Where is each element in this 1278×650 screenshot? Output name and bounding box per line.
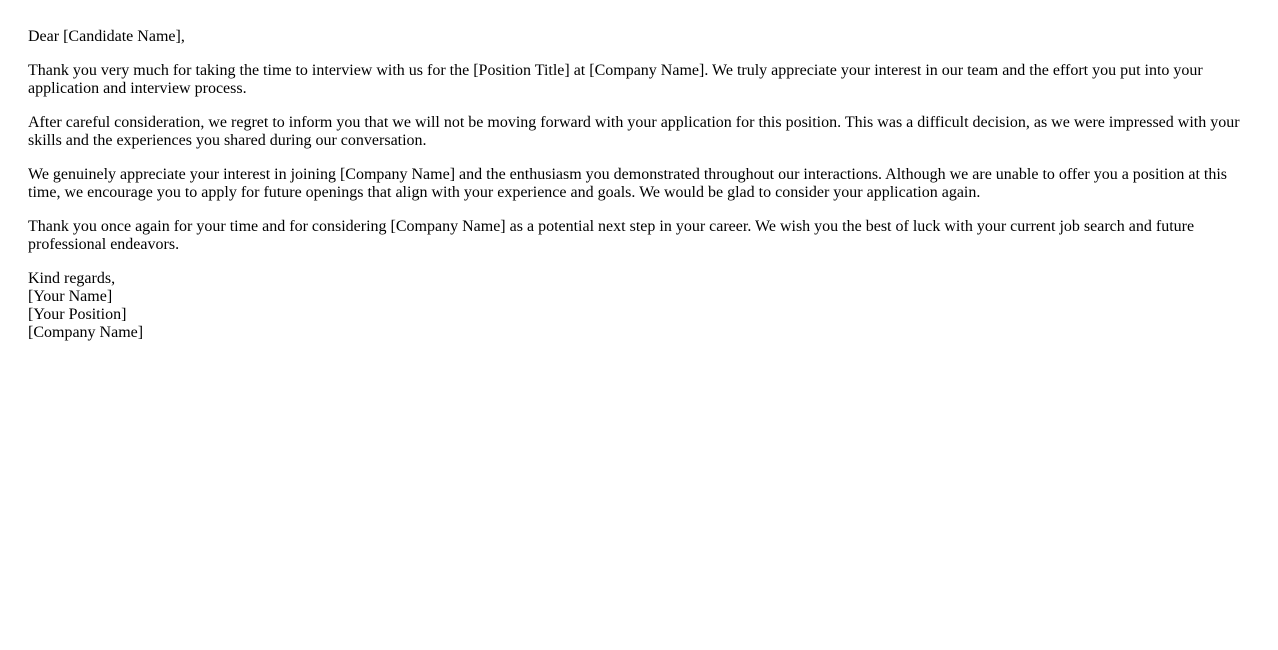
signer-position: [Your Position] bbox=[28, 306, 127, 323]
letter-body bbox=[28, 28, 1250, 342]
letter-closing: Kind regards, bbox=[28, 270, 116, 287]
letter-signature-block bbox=[28, 270, 1250, 342]
signer-name: [Your Name] bbox=[28, 288, 113, 305]
letter-paragraph-2: After careful consideration, we regret to inform you that we will not be moving forward with your application for this position. This was a difficult decision, as we were impressed with your skills and the experiences you shared during our conversation. bbox=[28, 114, 1240, 149]
letter-paragraph-4: Thank you once again for your time and for considering [Company Name] as a potential next step in your career. We wish you the best of luck with your current job search and future professional endeavors. bbox=[28, 218, 1195, 253]
letter-paragraph-3: We genuinely appreciate your interest in joining [Company Name] and the enthusiasm you demonstrated throughout our interactions. Although we are unable to offer you a position at this time, we encourage you to apply for future openings that align with your experience and goals. We would be glad to consider your application again. bbox=[28, 166, 1228, 201]
letter-paragraph-1: Thank you very much for taking the time to interview with us for the [Position Title] at [Company Name]. We truly appreciate your interest in our team and the effort you put into your application and interview process. bbox=[28, 62, 1203, 97]
letter-greeting: Dear [Candidate Name], bbox=[28, 28, 185, 45]
signer-company: [Company Name] bbox=[28, 324, 144, 341]
